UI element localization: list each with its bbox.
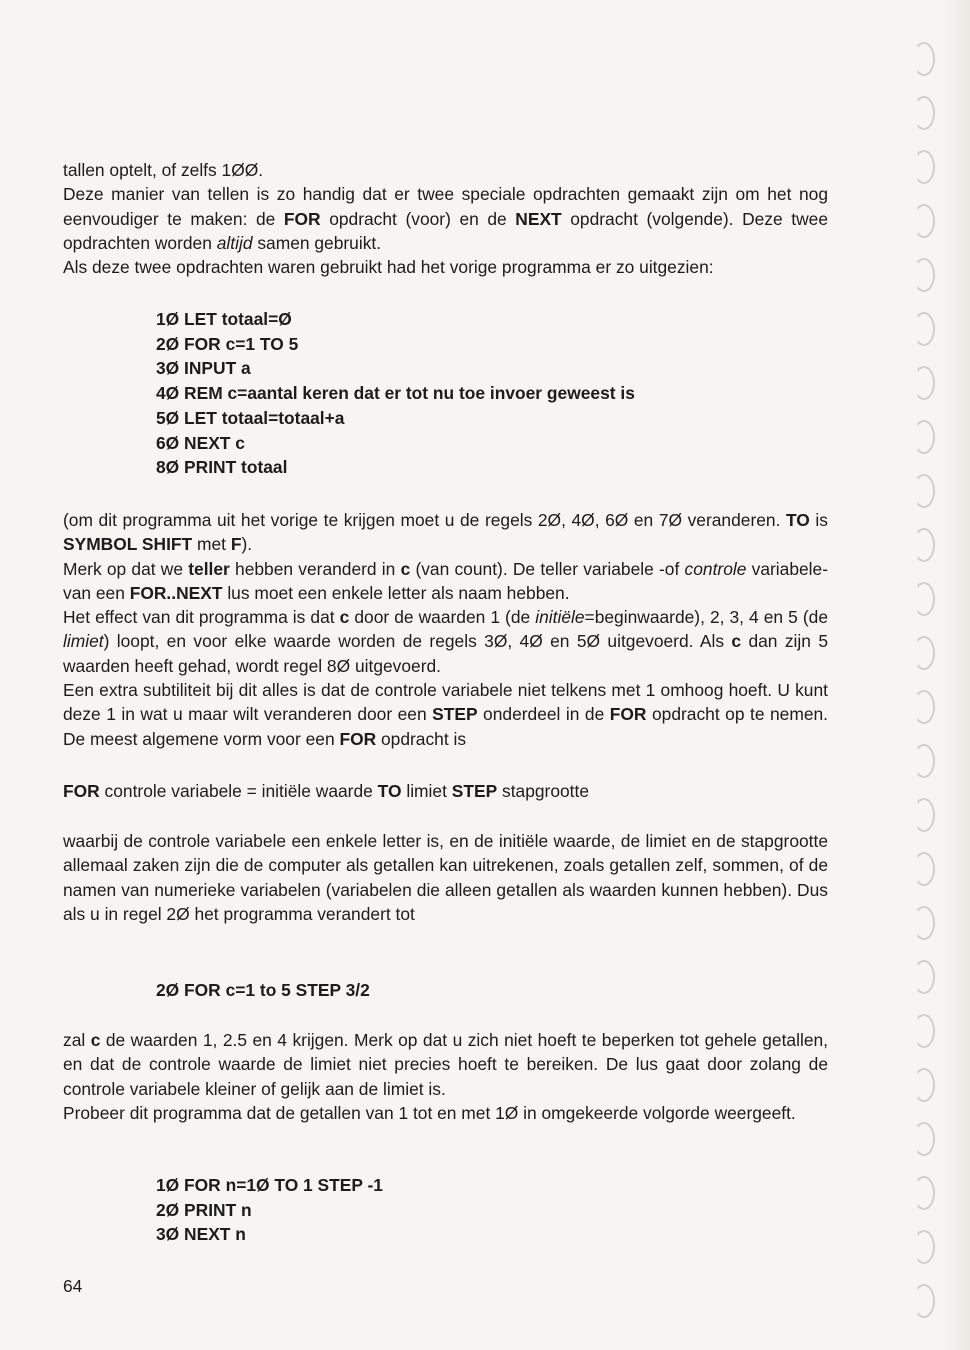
middle-paragraph-1: (om dit programma uit het vorige te krijgen moet u de regels 2Ø, 4Ø, 6Ø en 7Ø veranderen. TO is SYMBOL SHIFT met F). [63,510,828,555]
code-line: 4Ø REM c=aantal keren dat er tot nu toe invoer geweest is [156,383,635,404]
final-text [63,1028,828,1125]
intro-paragraph-2: Als deze twee opdrachten waren gebruikt had het vorige programma er zo uitgezien: [63,257,714,278]
code-line: 5Ø LET totaal=totaal+a [156,407,345,428]
middle-paragraph-3: Het effect van dit programma is dat c door de waarden 1 (de initiële=beginwaarde), 2, 3, 4 en 5 (de limiet) loopt, en voor elke waarde worden de regels 3Ø, 4Ø en 5Ø uitgevoerd. Als c dan zijn 5 waarden heeft gehad, wordt regel 8Ø uitgevoerd. [63,607,828,676]
binder-ring-icon [913,528,935,562]
binder-ring-icon [913,258,935,292]
binder-ring-icon [913,1176,935,1210]
final-paragraph-1: zal c de waarden 1, 2.5 en 4 krijgen. Merk op dat u zich niet hoeft te beperken tot gehele getallen, en dat de controle waarde de limiet niet precies hoeft te bereiken. De lus gaat door zolang de controle variabele kleiner of gelijk aan de limiet is. [63,1030,829,1099]
final-paragraph-2: Probeer dit programma dat de getallen van 1 tot en met 1Ø in omgekeerde volgorde weergeeft. [63,1102,796,1123]
code-line: 1Ø LET totaal=Ø [156,309,292,329]
middle-paragraph-2: Merk op dat we teller hebben veranderd in c (van count). De teller variabele -of controle variabele- van een FOR..NEXT lus moet een enkele letter als naam hebben. [63,558,828,603]
binder-ring-icon [913,96,935,130]
general-form: FOR controle variabele = initiële waarde TO limiet STEP stapgrootte [63,781,590,801]
code-line: 2Ø FOR c=1 to 5 STEP 3/2 [156,980,370,1000]
binding-edge [944,0,970,1350]
next-keyword: NEXT [515,208,562,229]
code-line: 3Ø INPUT a [156,358,251,379]
binder-ring-icon [913,636,935,670]
binder-ring-icon [913,42,935,76]
binder-ring-icon [913,852,935,886]
binder-ring-icon [913,420,935,454]
binder-ring-icon [913,960,935,994]
binder-ring-icon [913,474,935,508]
for-keyword: FOR [283,208,321,229]
binder-ring-icon [913,798,935,832]
intro-text [63,158,828,279]
binder-ring-icon [913,1284,935,1318]
binder-ring-icon [913,312,935,346]
binder-ring-icon [913,204,935,238]
code-line: 1Ø FOR n=1Ø TO 1 STEP -1 [156,1175,383,1195]
binder-ring-icon [913,744,935,778]
code-line: 3Ø NEXT n [156,1224,246,1245]
binder-ring-icon [913,906,935,940]
page-number: 64 [63,1276,83,1296]
middle-paragraph-4: Een extra subtiliteit bij dit alles is dat de controle variabele niet telkens met 1 omhoog hoeft. U kunt deze 1 in wat u maar wilt veranderen door een STEP onderdeel in de FOR opdracht op te nemen. De meest algemene vorm voor een FOR opdracht is [63,680,829,749]
binder-ring-icon [913,366,935,400]
binder-ring-icon [913,150,935,184]
after-text [63,829,828,926]
binder-ring-icon [913,1230,935,1264]
code-listing-1 [156,307,635,480]
binder-ring-icon [913,1014,935,1048]
binder-ring-icon [913,1068,935,1102]
code-listing-3 [156,1173,383,1247]
binder-ring-icon [913,582,935,616]
middle-text [63,508,828,751]
code-line: 2Ø PRINT n [156,1199,252,1220]
intro-line: tallen optelt, of zelfs 1ØØ. [63,160,264,180]
binder-ring-icon [913,690,935,724]
after-paragraph: waarbij de controle variabele een enkele letter is, en de initiële waarde, de limiet en de stapgrootte allemaal zaken zijn die de computer als getallen kan uitrekenen, zoals getallen zelf, sommen, of de namen van numerieke variabelen (variabelen die alleen getallen als waarden kunnen hebben). Dus als u in regel 2Ø het programma verandert tot [63,831,828,924]
code-line: 8Ø PRINT totaal [156,457,288,478]
code-line: 2Ø FOR c=1 TO 5 [156,333,299,354]
code-listing-2 [156,978,370,1003]
binder-ring-icon [913,1122,935,1156]
code-line: 6Ø NEXT c [156,432,245,453]
intro-paragraph: Deze manier van tellen is zo handig dat er twee speciale opdrachten gemaakt zijn om het nog eenvoudiger te maken: de FOR opdracht (voor) en de NEXT opdracht (volgende). Deze twee opdrachten worden altijd samen gebruikt. [63,184,828,253]
